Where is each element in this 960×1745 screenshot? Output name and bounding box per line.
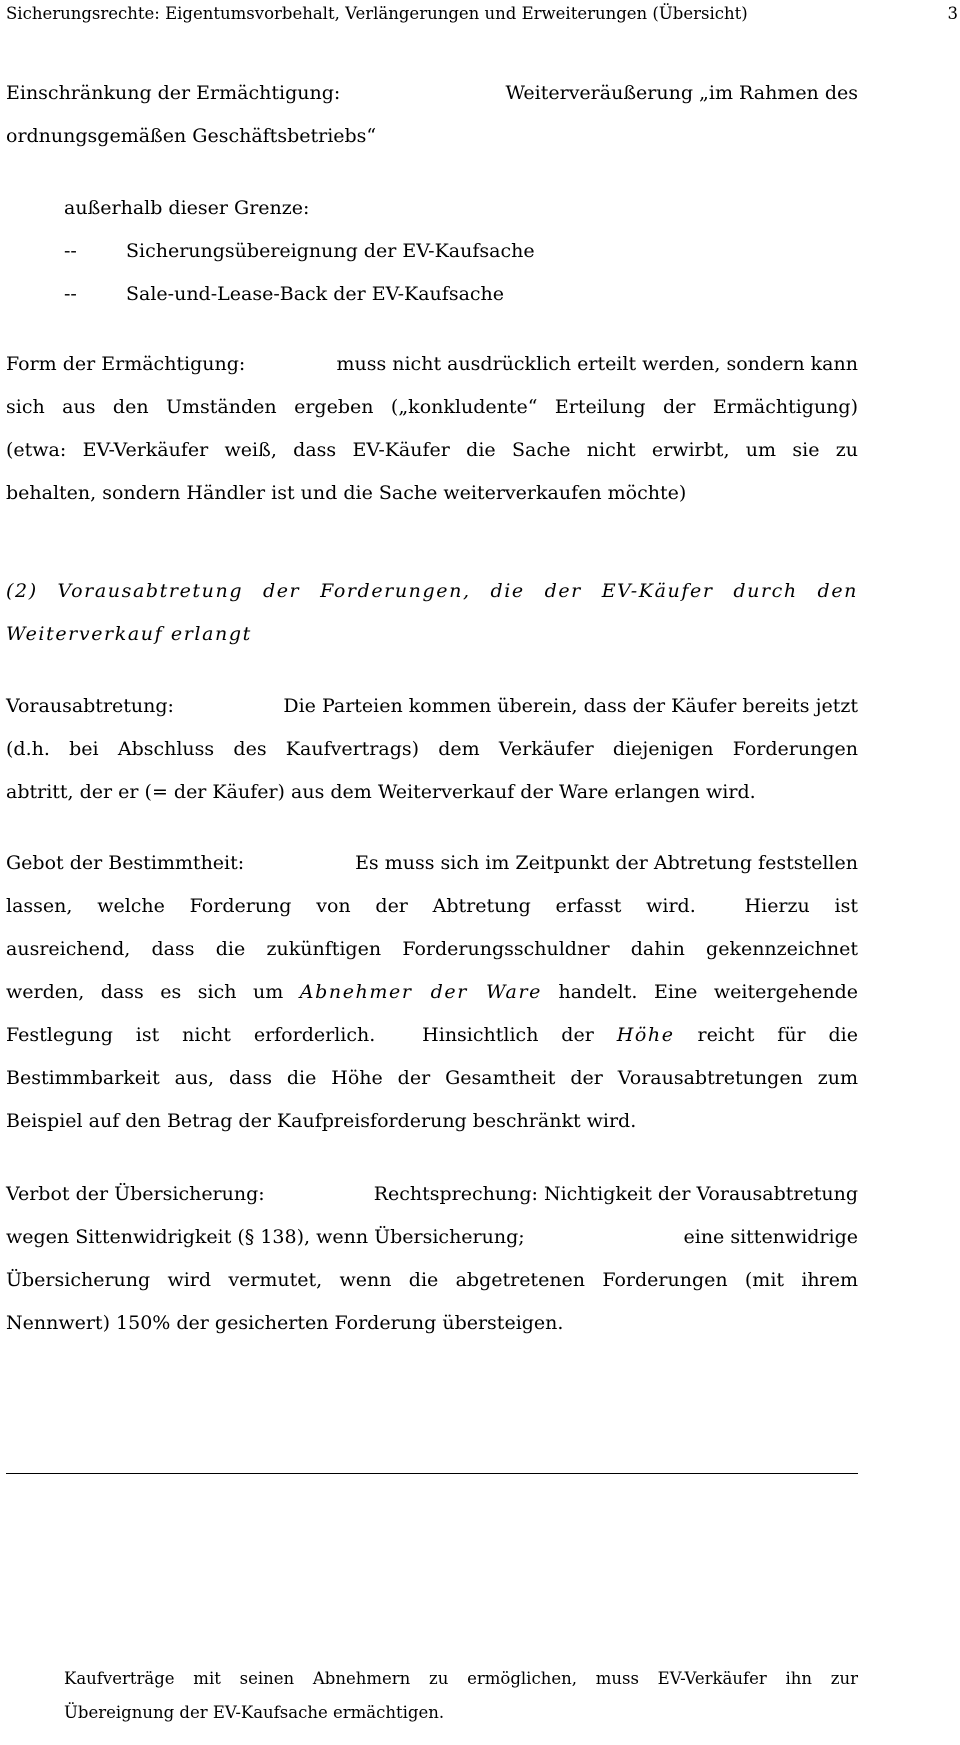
over-collateral-text: Rechtsprechung: Nichtigkeit der Vorausabtretung <box>373 1183 858 1205</box>
form-text: muss nicht ausdrücklich erteilt werden, sondern kann <box>336 353 858 375</box>
emphasis-text: Höhe <box>616 1024 675 1046</box>
form-label: Form der Ermächtigung: <box>6 353 246 375</box>
assignment-label: Vorausabtretung: <box>6 695 174 717</box>
footnote-divider <box>6 1473 858 1474</box>
footnote: Kaufverträge mit seinen Abnehmern zu ermöglichen, muss EV-Verkäufer ihn zur Übereignung der EV-Kaufsache ermächtigen. <box>64 1669 858 1722</box>
determinacy-paragraph: Gebot der Bestimmtheit: Es muss sich im Zeitpunkt der Abtretung feststellen lassen, welche Forderung von der Abtretung erfasst wird. Hierzu ist ausreichend, dass die zukünftigen Forderungsschuldner dahin gekennzeichnet werden, dass es sich um Abnehmer der Ware handelt. Eine weitergehende Festlegung ist nicht erforderlich. Hinsichtlich der Höhe reicht für die Bestimmbarkeit aus, dass die Höhe der Gesamtheit der Vorausabtretungen zum Beispiel auf den Betrag der Kaufpreisforderung beschränkt wird. <box>6 842 858 1143</box>
running-header: Sicherungsrechte: Eigentumsvorbehalt, Verlängerungen und Erweiterungen (Übersicht) <box>6 4 748 23</box>
list-item: -- Sale-und-Lease-Back der EV-Kaufsache <box>64 283 505 305</box>
assignment-text: Die Parteien kommen überein, dass der Käufer bereits jetzt <box>283 695 858 717</box>
form-paragraph: Form der Ermächtigung: muss nicht ausdrücklich erteilt werden, sondern kann sich aus den Umständen ergeben („konkludente“ Erteilung der Ermächtigung) (etwa: EV-Verkäufer weiß, dass EV-Käufer die Sache nicht erwirbt, um sie zu behalten, sondern Händler ist und die Sache weiterverkaufen möchte) <box>6 343 858 515</box>
restriction-text: Weiterveräußerung „im Rahmen des <box>505 82 858 104</box>
assignment-paragraph: Vorausabtretung: Die Parteien kommen überein, dass der Käufer bereits jetzt (d.h. bei Abschluss des Kaufvertrags) dem Verkäufer diejenigen Forderungen abtritt, der er (= der Käufer) aus dem Weiterverkauf der Ware erlangen wird. <box>6 685 858 814</box>
outside-limit-heading: außerhalb dieser Grenze: <box>64 197 310 219</box>
determinacy-label: Gebot der Bestimmtheit: <box>6 852 245 874</box>
outside-limit-list <box>64 187 535 316</box>
list-item: -- Sicherungsübereignung der EV-Kaufsache <box>64 240 535 262</box>
restriction-label: Einschränkung der Ermächtigung: <box>6 82 341 104</box>
restriction-text-cont: ordnungsgemäßen Geschäftsbetriebs“ <box>6 125 377 147</box>
emphasis-text: Abnehmer der Ware <box>299 981 542 1003</box>
restriction-paragraph <box>6 72 858 158</box>
over-collateral-label: Verbot der Übersicherung: <box>6 1183 265 1205</box>
page-number: 3 <box>947 4 958 23</box>
over-collateral-paragraph: Verbot der Übersicherung: Rechtsprechung: Nichtigkeit der Vorausabtretung wegen Sittenwidrigkeit (§ 138), wenn Übersicherung; eine sittenwidrige Übersicherung wird vermutet, wenn die abgetretenen Forderungen (mit ihrem Nennwert) 150% der gesicherten Forderung übersteigen. <box>6 1173 858 1345</box>
section-heading: (2) Vorausabtretung der Forderungen, die der EV-Käufer durch den Weiterverkauf erlangt <box>6 580 858 645</box>
determinacy-text: Es muss sich im Zeitpunkt der Abtretung feststellen <box>355 852 858 874</box>
